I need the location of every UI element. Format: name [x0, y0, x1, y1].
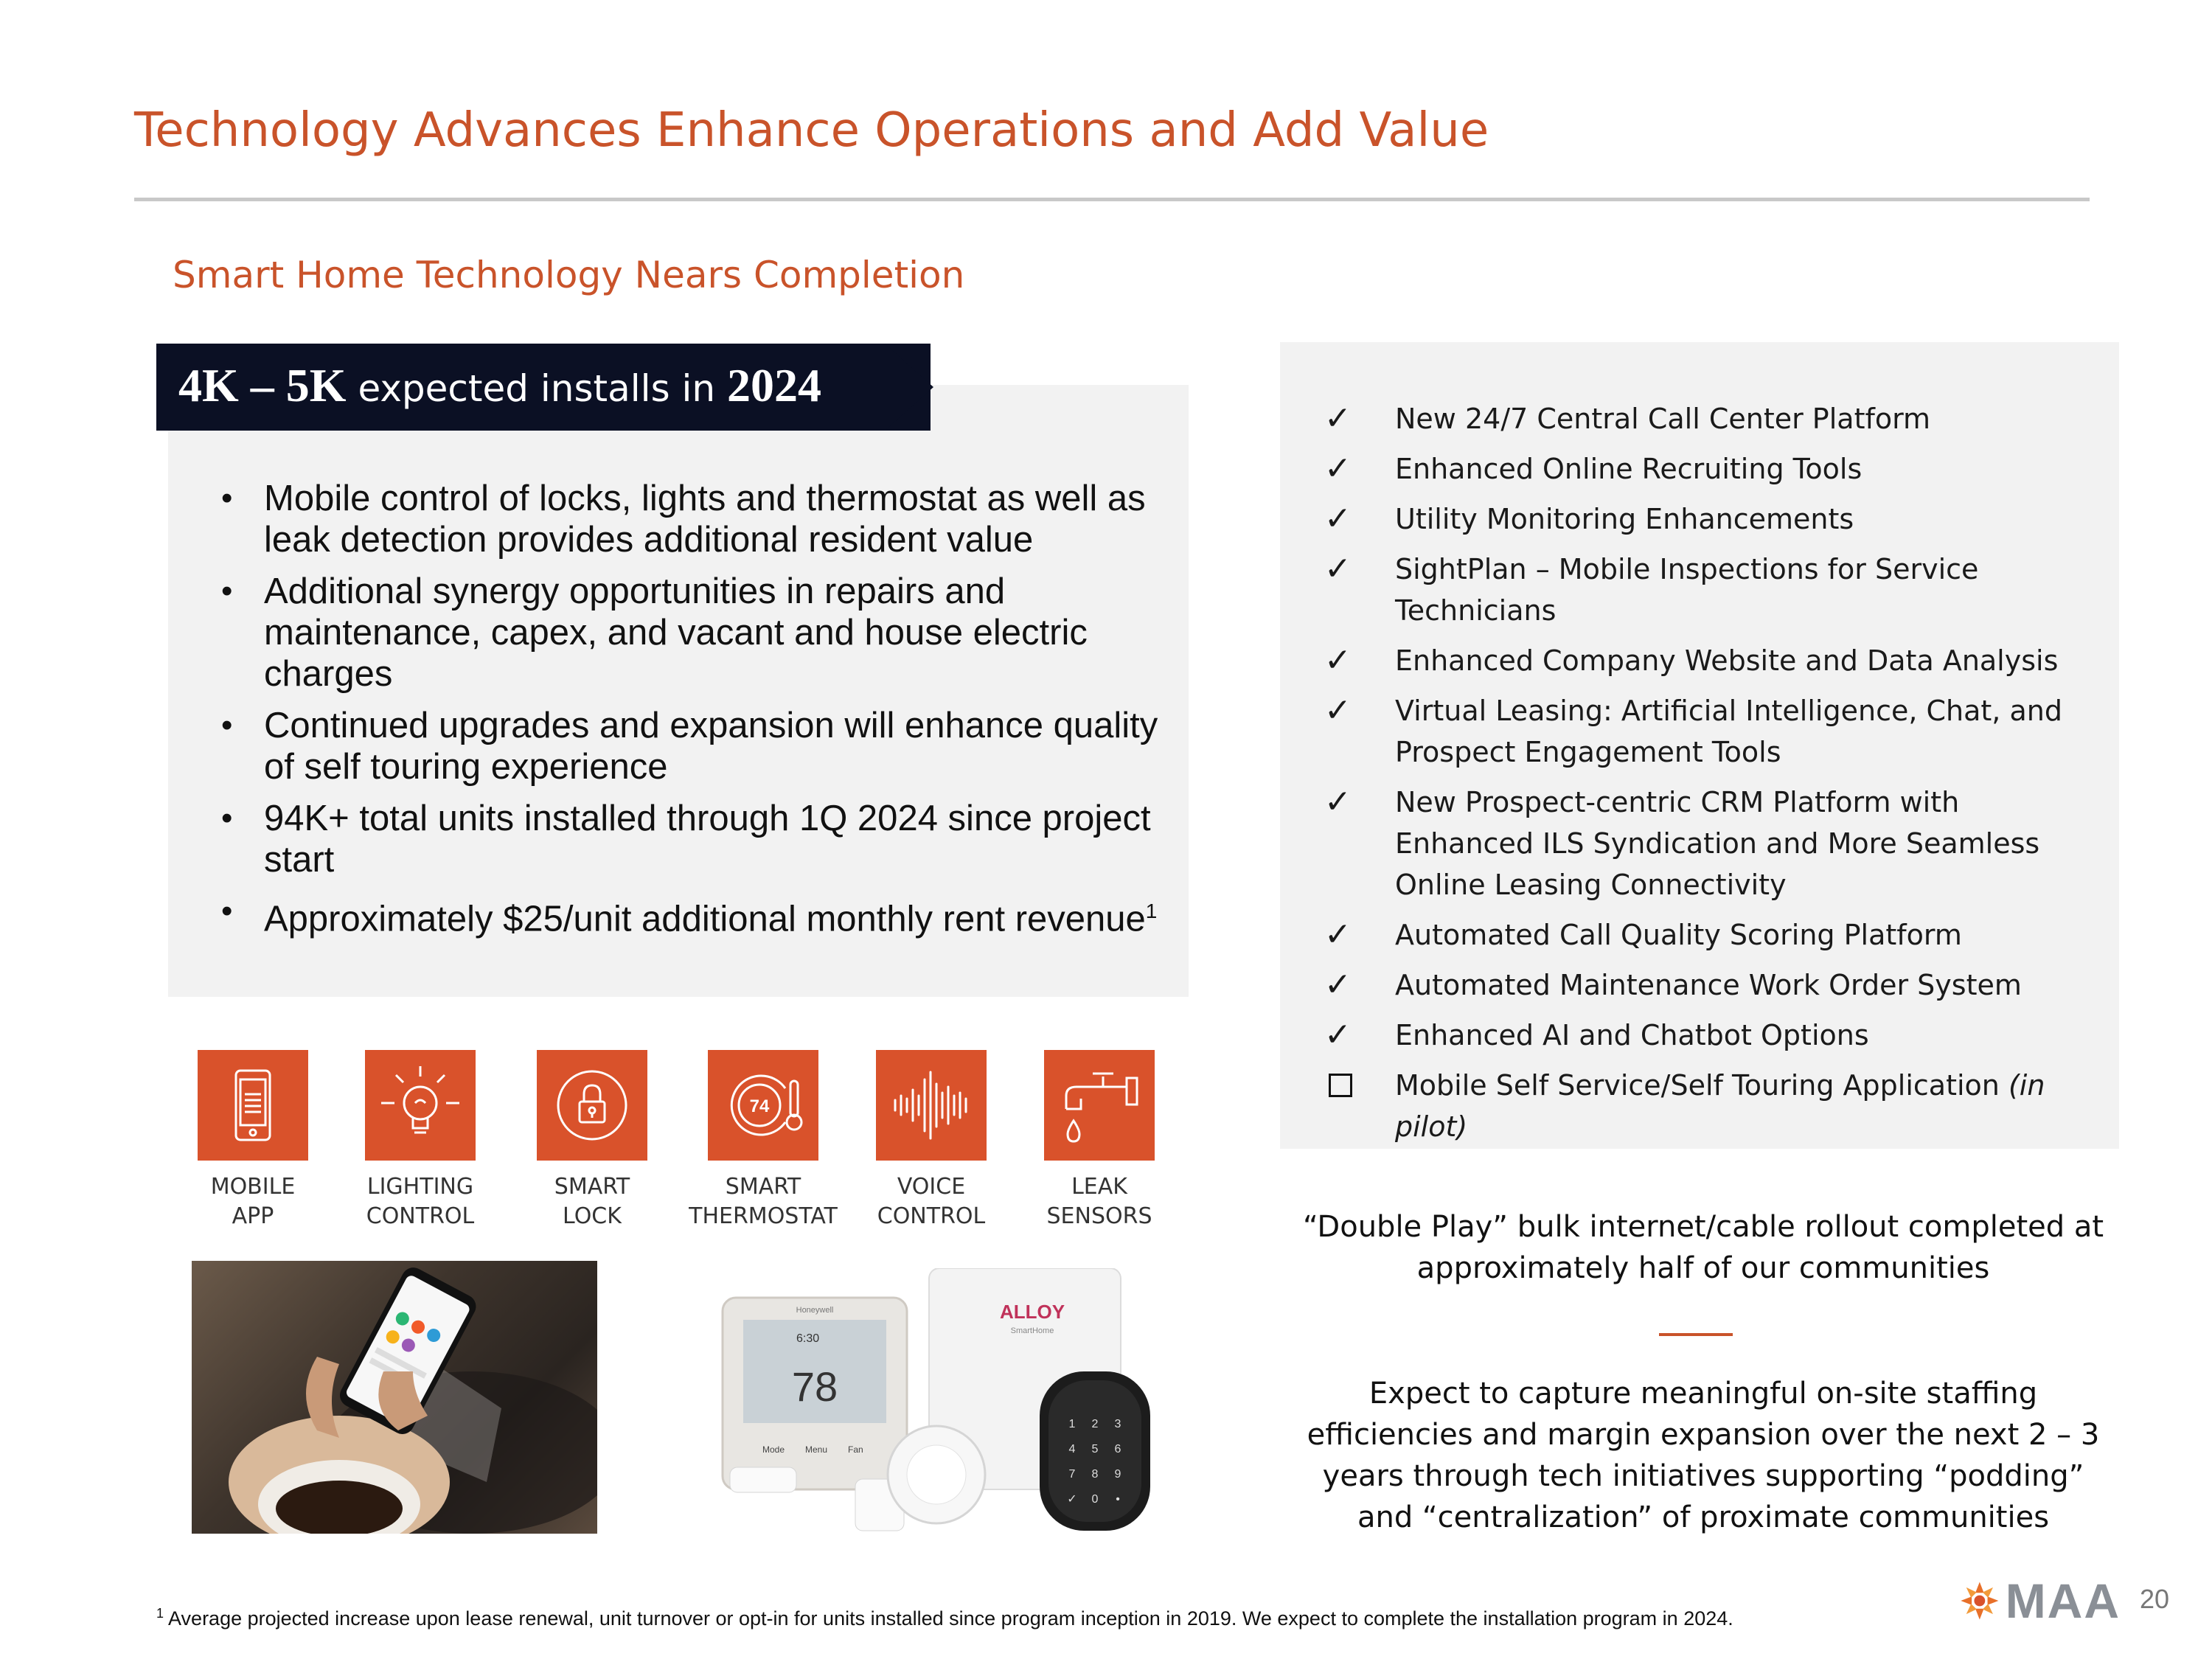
bullet-item: [214, 798, 1172, 880]
bullet-item: [214, 705, 1172, 787]
checkmark-icon: ✓: [1324, 692, 1352, 729]
checklist-item: [1324, 690, 2106, 773]
keypad-key: 4: [1068, 1443, 1076, 1455]
checklist-text: Enhanced AI and Chatbot Options: [1395, 1019, 1869, 1051]
sound-wave-icon: [876, 1050, 987, 1161]
maa-logo-text: MAA: [2005, 1573, 2121, 1628]
checklist-text: Mobile Self Service/Self Touring Application: [1395, 1069, 2008, 1102]
footnote: [156, 1600, 1852, 1632]
staffing-efficiencies-note: Expect to capture meaningful on-site staffing efficiencies and margin expansion over the next 2 – 3 years through tech initiatives supporting “podding” and “centralization” of proximate communities: [1307, 1377, 2100, 1534]
initiatives-checklist: [1324, 398, 2106, 1156]
keypad-key: 2: [1091, 1418, 1099, 1430]
bullet-text: Continued upgrades and expansion will enhance quality of self touring experience: [264, 706, 1158, 787]
checklist-item: [1324, 914, 2106, 956]
checkmark-icon: ✓: [1324, 1016, 1352, 1054]
thermostat-fan-label: Fan: [848, 1444, 863, 1455]
checklist-item: [1324, 1015, 2106, 1056]
checklist-text: SightPlan – Mobile Inspections for Service Technicians: [1395, 553, 1979, 627]
checklist-item: [1324, 498, 2106, 540]
installs-banner-text: [178, 358, 821, 417]
checklist-text: Enhanced Online Recruiting Tools: [1395, 453, 1863, 485]
keypad-key: ✓: [1067, 1493, 1077, 1506]
icon-label-lighting-control: LIGHTING CONTROL: [366, 1174, 475, 1229]
checkmark-icon: ✓: [1324, 641, 1352, 679]
phone-icon: [198, 1050, 308, 1161]
thermostat-temp: 78: [791, 1363, 838, 1410]
icon-label-voice-control: VOICE CONTROL: [877, 1174, 986, 1229]
empty-checkbox-icon: [1329, 1074, 1352, 1097]
footnote-text: Average projected increase upon lease renewal, unit turnover or opt-in for units installed since program inception in 2019. We expect to complete the installation program in 2024.: [164, 1607, 1733, 1630]
thermostat-time: 6:30: [796, 1332, 820, 1345]
checkmark-icon: ✓: [1324, 916, 1352, 953]
installs-label: expected installs in: [346, 367, 727, 410]
checklist-item: [1324, 549, 2106, 631]
checkmark-icon: ✓: [1324, 783, 1352, 821]
pilot-note: (in pilot): [1395, 1069, 2045, 1143]
icon-label-smart-lock: SMART LOCK: [554, 1174, 630, 1229]
checklist-item: [1324, 964, 2106, 1006]
bullet-text: 94K+ total units installed through 1Q 2024 since project start: [264, 799, 1151, 880]
checkmark-icon: ✓: [1324, 550, 1352, 588]
keypad-key: 1: [1068, 1418, 1076, 1430]
checklist-item: [1324, 1065, 2106, 1147]
double-play-note: “Double Play” bulk internet/cable rollout completed at approximately half of our communities: [1302, 1210, 2104, 1285]
bullet-item: [214, 478, 1172, 560]
smartphone-photo: [192, 1261, 597, 1534]
maa-logo-mark-icon: [1958, 1575, 2001, 1627]
checklist-item: [1324, 640, 2106, 681]
smart-home-bullets: [214, 478, 1172, 950]
checklist-text: New Prospect-centric CRM Platform with Enhanced ILS Syndication and More Seamless Online Leasing Connectivity: [1395, 786, 2040, 901]
bullet-text: Approximately $25/unit additional monthly rent revenue: [264, 899, 1146, 939]
checklist-text: Utility Monitoring Enhancements: [1395, 503, 1854, 535]
thermostat-menu-label: Menu: [805, 1444, 828, 1455]
checklist-text: Automated Call Quality Scoring Platform: [1395, 919, 1962, 951]
footnote-marker: 1: [156, 1606, 164, 1621]
checklist-item: [1324, 782, 2106, 905]
lightbulb-icon: [365, 1050, 476, 1161]
thermostat-brand-text: Honeywell: [796, 1306, 834, 1315]
keypad-key: 9: [1114, 1468, 1121, 1481]
keypad-key: 0: [1091, 1493, 1099, 1506]
checkmark-icon: ✓: [1324, 500, 1352, 538]
icon-label-mobile-app: MOBILE APP: [210, 1174, 296, 1229]
section-subtitle: Smart Home Technology Nears Completion: [173, 254, 965, 296]
alloy-brand-sub: SmartHome: [1010, 1326, 1054, 1335]
bullet-item: [214, 891, 1172, 939]
page-title: Technology Advances Enhance Operations and Add Value: [134, 103, 1489, 158]
checkmark-icon: ✓: [1324, 400, 1352, 437]
maa-logo: [1958, 1569, 2121, 1632]
accent-divider: [1659, 1333, 1733, 1336]
icon-label-leak-sensors: LEAK SENSORS: [1046, 1174, 1152, 1229]
keypad-key: 5: [1091, 1443, 1099, 1455]
installs-year: 2024: [727, 359, 821, 411]
checklist-text: Automated Maintenance Work Order System: [1395, 969, 2022, 1001]
footnote-ref: 1: [1145, 900, 1158, 922]
thermostat-icon: [708, 1050, 818, 1161]
bullet-item: [214, 571, 1172, 695]
keypad-key: •: [1116, 1493, 1120, 1506]
checklist-text: Enhanced Company Website and Data Analysis: [1395, 644, 2059, 677]
keypad-key: 7: [1068, 1468, 1076, 1481]
bullet-text: Additional synergy opportunities in repairs and maintenance, capex, and vacant and house electric charges: [264, 571, 1088, 694]
keypad-key: 8: [1091, 1468, 1099, 1481]
checklist-item: [1324, 398, 2106, 439]
checkmark-icon: ✓: [1324, 450, 1352, 487]
keypad-key: 3: [1114, 1418, 1121, 1430]
keypad-key: 6: [1114, 1443, 1121, 1455]
checklist-text: New 24/7 Central Call Center Platform: [1395, 403, 1931, 435]
page-number: 20: [2140, 1584, 2170, 1614]
installs-range: 4K – 5K: [178, 359, 347, 411]
title-divider: [134, 198, 2090, 201]
icon-label-smart-thermostat: SMART THERMOSTAT: [689, 1174, 838, 1229]
bullet-text: Mobile control of locks, lights and thermostat as well as leak detection provides additional resident value: [264, 479, 1146, 560]
faucet-icon: [1044, 1050, 1155, 1161]
alloy-brand-text: ALLOY: [999, 1301, 1065, 1323]
checkmark-icon: ✓: [1324, 966, 1352, 1004]
checklist-item: [1324, 448, 2106, 490]
checklist-text: Virtual Leasing: Artificial Intelligence, Chat, and Prospect Engagement Tools: [1395, 695, 2062, 768]
svg-text:74: 74: [749, 1096, 770, 1116]
lock-icon: [537, 1050, 647, 1161]
smart-devices-photo: [715, 1268, 1158, 1541]
thermostat-mode-label: Mode: [762, 1444, 785, 1455]
